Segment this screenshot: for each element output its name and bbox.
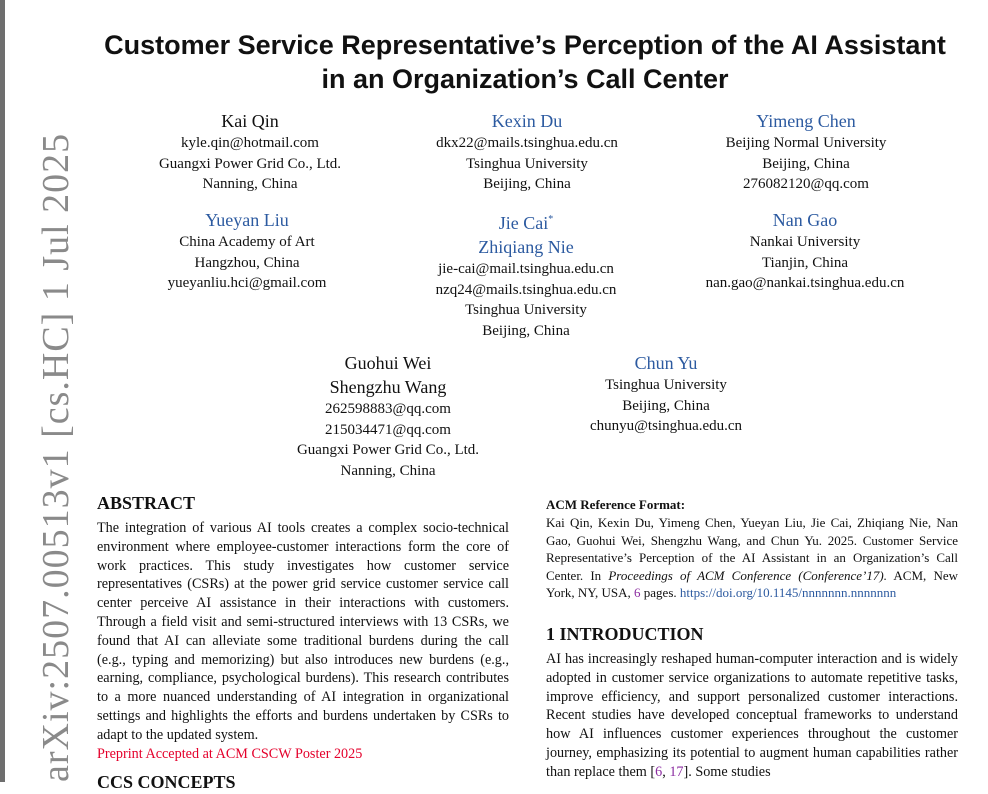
citation-close-bracket: ] bbox=[683, 763, 689, 780]
citation-link[interactable]: 17 bbox=[669, 763, 684, 780]
author-affiliation: Tsinghua University bbox=[605, 377, 727, 393]
author-email: dkx22@mails.tsinghua.edu.cn bbox=[436, 135, 618, 151]
citation-separator: , bbox=[662, 763, 670, 780]
reference-pages-label: pages. bbox=[640, 585, 680, 600]
author-block-kai-qin bbox=[130, 109, 370, 195]
author-name[interactable]: Yueyan Liu bbox=[205, 210, 289, 230]
introduction-text bbox=[546, 650, 958, 782]
author-block-kexin-du bbox=[397, 109, 657, 195]
preprint-note: Preprint Accepted at ACM CSCW Poster 2025 bbox=[97, 745, 363, 762]
author-email: yueyanliu.hci@gmail.com bbox=[167, 275, 327, 291]
author-block-jie-cai-zhiqiang-nie bbox=[396, 208, 656, 341]
reference-page-count-link[interactable]: 6 bbox=[634, 585, 641, 600]
author-affiliation: China Academy of Art bbox=[179, 234, 315, 250]
reference-publisher: ACM, New York, NY, USA, bbox=[546, 567, 959, 600]
acm-reference-text bbox=[546, 514, 958, 602]
author-name-text[interactable]: Jie Cai bbox=[498, 213, 549, 233]
author-block-yueyan-liu bbox=[127, 208, 367, 294]
author-name[interactable]: Kexin Du bbox=[491, 111, 563, 131]
author-affiliation: Guangxi Power Grid Co., Ltd. bbox=[158, 155, 342, 172]
author-affiliation: Beijing Normal University bbox=[725, 135, 887, 151]
ccs-concepts-heading: CCS CONCEPTS bbox=[97, 772, 236, 792]
reference-citation-text: Kai Qin, Kexin Du, Yimeng Chen, Yueyan Liu, Jie Cai, Zhiqiang Nie, Nan Gao, Guohui Wei, Shengzhu Wang, and Chun Yu. 2025. Customer Service Representative’s Perception of the AI Assistant in an Organization’s Call Center. In bbox=[546, 515, 958, 583]
citation-open-bracket: [ bbox=[650, 763, 656, 780]
author-affiliation: Guangxi Power Grid Co., Ltd. bbox=[296, 442, 480, 458]
author-location: Beijing, China bbox=[482, 322, 570, 339]
author-name[interactable]: Yimeng Chen bbox=[756, 111, 856, 131]
doi-link[interactable]: https://doi.org/10.1145/nnnnnnn.nnnnnnn bbox=[679, 585, 897, 600]
author-affiliation: Tsinghua University bbox=[465, 302, 587, 318]
author-name[interactable]: Nan Gao bbox=[772, 210, 838, 230]
introduction-paragraph-end: . Some studies bbox=[688, 763, 771, 780]
acm-reference-format bbox=[546, 496, 958, 602]
author-email: kyle.qin@hotmail.com bbox=[181, 135, 319, 151]
arxiv-identifier-stamp: arXiv:2507.00513v1 [cs.HC] 1 Jul 2025 bbox=[35, 132, 77, 782]
introduction-heading: 1 INTRODUCTION bbox=[546, 624, 704, 644]
author-location: Tianjin, China bbox=[761, 254, 849, 271]
author-email: 262598883@qq.com bbox=[325, 401, 451, 417]
title-line-2: in an Organization’s Call Center bbox=[321, 64, 729, 94]
author-name: Kai Qin bbox=[221, 111, 279, 131]
author-email: nan.gao@nankai.tsinghua.edu.cn bbox=[705, 275, 905, 291]
author-email: 276082120@qq.com bbox=[743, 176, 869, 192]
author-affiliation: Tsinghua University bbox=[466, 155, 588, 172]
author-block-guohui-wei-shengzhu-wang bbox=[268, 351, 508, 481]
abstract-text: The integration of various AI tools creates a complex socio-technical environment where employee-customer interactions form the core of work practices. This study investigates how customer service representatives (CSRs) at the power grid service customer service call center perceive AI assistance in their interactions with customers. Through a field visit and semi-structured interviews with 13 CSRs, we found that AI can alleviate some traditional burdens during the call (e.g., typing and memorizing) but also introduces new burdens (e.g., earning, compliance, psychological burdens). This research contributes to a more nuanced understanding of AI integration in organizational settings and highlights the efforts and burdens undertaken by CSRs to adapt to the updated system. bbox=[97, 520, 509, 743]
abstract-section bbox=[97, 491, 509, 763]
author-name: Shengzhu Wang bbox=[329, 377, 447, 397]
author-location: Beijing, China bbox=[622, 397, 710, 414]
acm-reference-heading: ACM Reference Format: bbox=[546, 497, 686, 512]
author-block-nan-gao bbox=[675, 208, 935, 294]
author-email: jie-cai@mail.tsinghua.edu.cn bbox=[438, 261, 614, 277]
author-block-yimeng-chen bbox=[686, 109, 926, 195]
paper-title bbox=[90, 28, 960, 96]
author-affiliation: Nankai University bbox=[749, 234, 861, 250]
reference-proceedings: Proceedings of ACM Conference (Conference’17). bbox=[608, 567, 887, 583]
abstract-heading: ABSTRACT bbox=[97, 493, 196, 513]
author-name: Guohui Wei bbox=[344, 353, 432, 373]
citation-link[interactable]: 6 bbox=[655, 763, 663, 780]
title-line-1: Customer Service Representative’s Perception of the AI Assistant bbox=[104, 30, 946, 60]
author-email: chunyu@tsinghua.edu.cn bbox=[589, 418, 743, 434]
author-location: Nanning, China bbox=[340, 462, 436, 479]
author-block-chun-yu bbox=[546, 351, 786, 437]
author-location: Beijing, China bbox=[483, 176, 571, 192]
introduction-paragraph: AI has increasingly reshaped human-computer interaction and is widely adopted in customer service organizations to automate repetitive tasks, improve efficiency, and support personalized customer interactions. Recent studies have developed conceptual frameworks to understand how AI influences customer experiences throughout the customer journey, emphasizing its potential to augment human capabilities rather than replace them bbox=[546, 651, 958, 780]
corresponding-author-mark: * bbox=[548, 214, 554, 225]
author-location: Nanning, China bbox=[202, 176, 298, 192]
author-location: Beijing, China bbox=[762, 155, 850, 172]
author-email: 215034471@qq.com bbox=[325, 421, 451, 438]
introduction-section bbox=[546, 622, 958, 782]
author-name[interactable] bbox=[396, 208, 656, 235]
author-name[interactable]: Zhiqiang Nie bbox=[478, 237, 574, 257]
author-email: nzq24@mails.tsinghua.edu.cn bbox=[435, 281, 617, 298]
left-margin-rule bbox=[0, 0, 5, 782]
author-location: Hangzhou, China bbox=[194, 254, 300, 271]
author-name[interactable]: Chun Yu bbox=[634, 353, 698, 373]
